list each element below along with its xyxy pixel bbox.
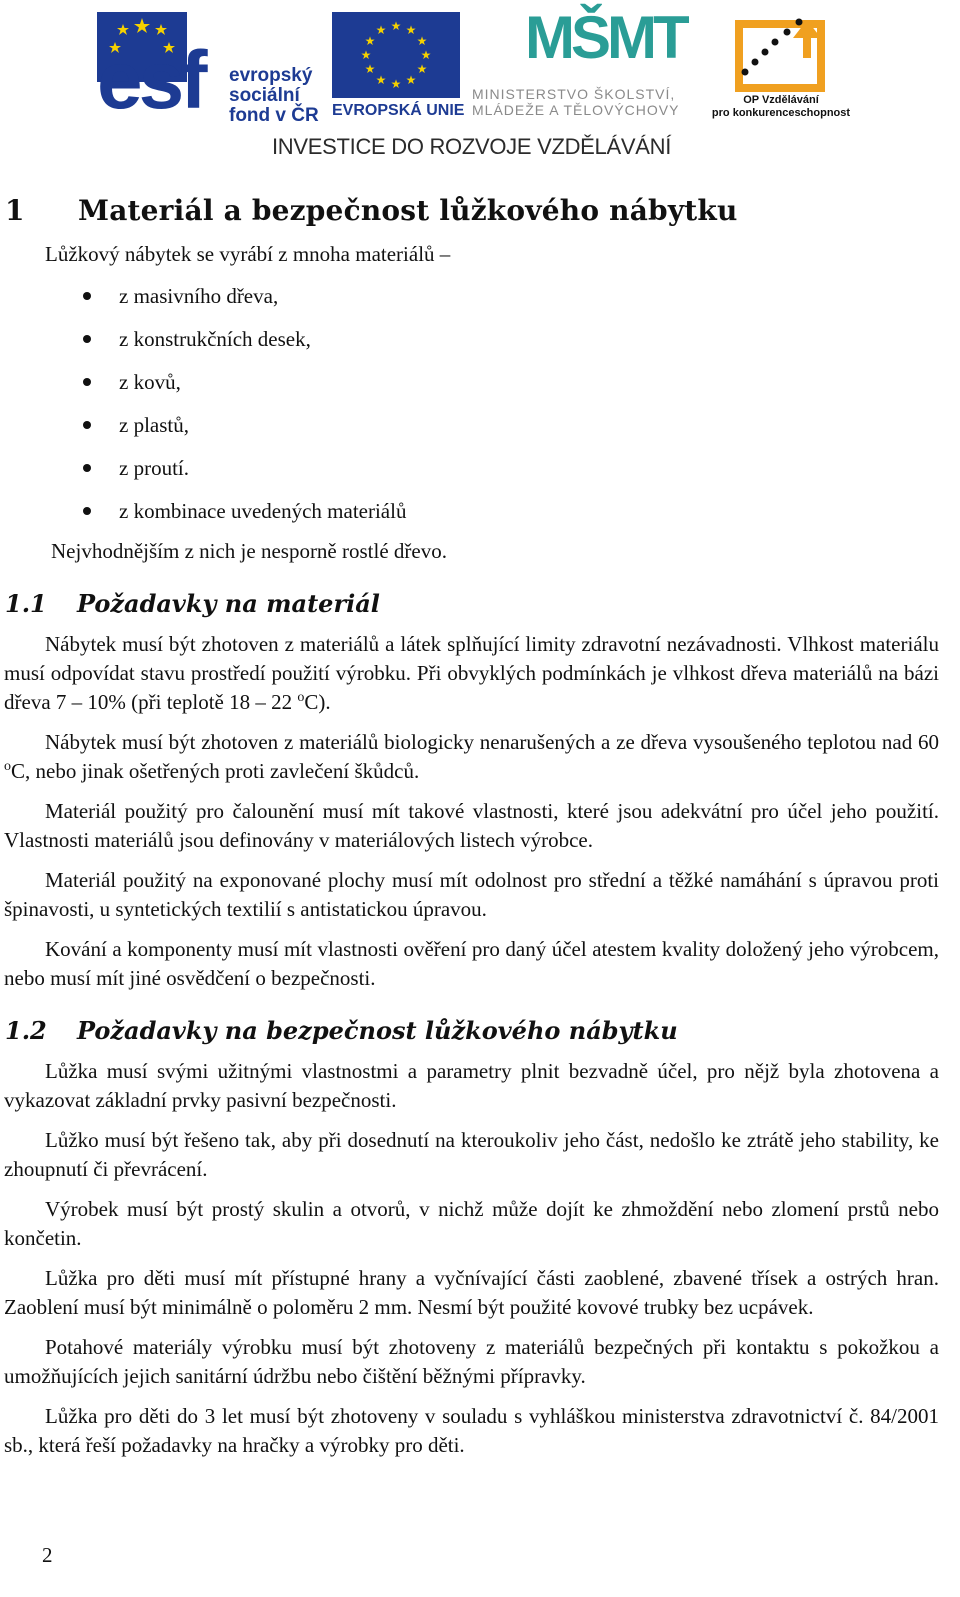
list-item: [80, 282, 406, 325]
paragraph: Výrobek musí být prostý skulin a otvorů, v nichž může dojít ke zhmoždění nebo zlomení prstů nebo končetin.: [4, 1197, 939, 1250]
svg-text:★: ★: [420, 48, 432, 62]
section-1-intro: Lůžkový nábytek se vyrábí z mnoha materiálů –: [45, 242, 451, 266]
svg-text:★: ★: [390, 77, 402, 91]
svg-text:★: ★: [390, 19, 402, 33]
paragraph: Lůžka pro děti do 3 let musí být zhotoveny v souladu s vyhláškou ministerstva zdravotnictví č. 84/2001 sb., která řeší požadavky na hračky a výrobky pro děti.: [4, 1404, 939, 1457]
eu-flag-icon: [332, 12, 460, 98]
list-item: [80, 411, 406, 454]
list-item-text: z masivního dřeva,: [119, 284, 279, 308]
degree-superscript: o: [4, 759, 11, 774]
op-emblem-icon: [705, 10, 855, 94]
list-item: [80, 454, 406, 497]
msmt-line-2: MLÁDEŽE A TĚLOVÝCHOVY: [472, 102, 680, 118]
paragraph-text-end: C).: [304, 690, 331, 714]
svg-text:★: ★: [416, 62, 428, 76]
section-1-2-number: 1.2: [5, 1016, 47, 1045]
svg-text:★: ★: [364, 62, 376, 76]
bullet-icon: [83, 292, 91, 300]
op-line-2: pro konkurenceschopnost: [711, 107, 851, 119]
list-item-text: z kovů,: [119, 370, 181, 394]
list-item-text: z kombinace uvedených materiálů: [119, 499, 407, 523]
list-item-text: z plastů,: [119, 413, 189, 437]
msmt-logo-text: [472, 86, 679, 118]
list-item-text: z proutí.: [119, 456, 189, 480]
esf-mark: esf: [97, 35, 204, 126]
msmt-line-1: MINISTERSTVO ŠKOLSTVÍ,: [472, 86, 676, 102]
degree-superscript: o: [297, 690, 305, 705]
paragraph-text: Nábytek musí být zhotoven z materiálů biologicky nenarušených a ze dřeva vysoušeného teplotou nad 60: [45, 730, 939, 754]
materials-list: [80, 282, 406, 540]
esf-line-1: evropský: [229, 65, 313, 86]
esf-logo-text: [229, 66, 319, 126]
section-1-number: 1: [5, 194, 25, 227]
section-1-2-body: [4, 1057, 939, 1471]
svg-text:★: ★: [375, 23, 387, 37]
list-item: [80, 497, 406, 540]
list-item: [80, 325, 406, 368]
svg-text:★: ★: [364, 34, 376, 48]
bullet-icon: [83, 421, 91, 429]
op-logo-text: [707, 94, 855, 120]
op-logo: [705, 10, 855, 126]
paragraph: Lůžko musí být řešeno tak, aby při dosednutí na kteroukoliv jeho část, nedošlo ke ztrátě jeho stability, ke zhoupnutí či převrácení.: [4, 1128, 939, 1181]
bullet-icon: [83, 335, 91, 343]
esf-logo: [97, 12, 325, 124]
paragraph: Potahové materiály výrobku musí být zhotoveny z materiálů bezpečných při kontaktu s pokožkou a umožňujících jejich sanitární údržbu nebo čištění běžnými přípravky.: [4, 1335, 939, 1388]
paragraph: [4, 630, 939, 717]
paragraph: Lůžka musí svými užitnými vlastnostmi a parametry plnit bezvadně účel, pro nějž byla zhotovena a vykazovat základní prvky pasivní bezpečnosti.: [4, 1059, 939, 1112]
paragraph-text-end: C, nebo jinak ošetřených proti zavlečení škůdců.: [11, 759, 420, 783]
svg-text:★: ★: [360, 48, 372, 62]
paragraph: Lůžka pro děti musí mít přístupné hrany a vyčnívající části zaoblené, zbavené třísek a ostrých hran. Zaoblení musí být minimálně o poloměru 2 mm. Nesmí být použité kovové trubky bez ucpávek.: [4, 1266, 939, 1319]
msmt-mark: MŠMT: [525, 4, 686, 71]
paragraph-text: Nábytek musí být zhotoven z materiálů a látek splňující limity zdravotní nezávadnosti. Vlhkost materiálu musí odpovídat stavu prostředí použití výrobku. Při obvyklých podmínkách je vlhkost dřeva materiálů na bázi dřeva 7 – 10% (při teplotě 18 – 22: [4, 632, 939, 714]
section-1-2-heading: [5, 1016, 678, 1045]
msmt-logo: [470, 4, 698, 124]
eu-label: EVROPSKÁ UNIE: [332, 102, 465, 119]
eu-logo: [332, 12, 465, 124]
paragraph: [4, 728, 939, 786]
bullet-icon: [83, 507, 91, 515]
bullet-icon: [83, 378, 91, 386]
bullet-icon: [83, 464, 91, 472]
section-1-title: Materiál a bezpečnost lůžkového nábytku: [78, 194, 738, 227]
svg-text:★: ★: [416, 34, 428, 48]
header-logos: [0, 4, 960, 168]
svg-text:★: ★: [405, 23, 417, 37]
op-line-1: OP Vzdělávání: [743, 94, 819, 106]
header-tagline: INVESTICE DO ROZVOJE VZDĚLÁVÁNÍ: [272, 134, 672, 159]
section-1-1-title: Požadavky na materiál: [77, 589, 380, 618]
section-1-1-body: [4, 630, 939, 1004]
paragraph: Materiál použitý na exponované plochy musí mít odolnost pro střední a těžké namáhání s úpravou proti špinavosti, u syntetických textilií s antistatickou úpravou.: [4, 868, 939, 921]
svg-text:★: ★: [405, 73, 417, 87]
svg-text:★: ★: [375, 73, 387, 87]
esf-line-2: sociální: [229, 85, 300, 106]
paragraph: Materiál použitý pro čalounění musí mít takové vlastnosti, které jsou adekvátní pro účel jeho použití. Vlastnosti materiálů jsou definovány v materiálových listech výrobce.: [4, 799, 939, 852]
section-1-1-number: 1.1: [5, 589, 47, 618]
page-number: 2: [42, 1543, 53, 1567]
list-item-text: z konstrukčních desek,: [119, 327, 311, 351]
paragraph: Kování a komponenty musí mít vlastnosti ověření pro daný účel atestem kvality doložený jeho výrobcem, nebo musí mít jiné osvědčení o bezpečnosti.: [4, 937, 939, 990]
section-1-2-title: Požadavky na bezpečnost lůžkového nábytku: [77, 1016, 678, 1045]
section-1-conclusion: Nejvhodnějším z nich je nesporně rostlé dřevo.: [51, 539, 447, 563]
list-item: [80, 368, 406, 411]
esf-line-3: fond v ČR: [229, 105, 319, 126]
section-1-1-heading: [5, 589, 380, 618]
section-1-heading: [5, 194, 738, 227]
